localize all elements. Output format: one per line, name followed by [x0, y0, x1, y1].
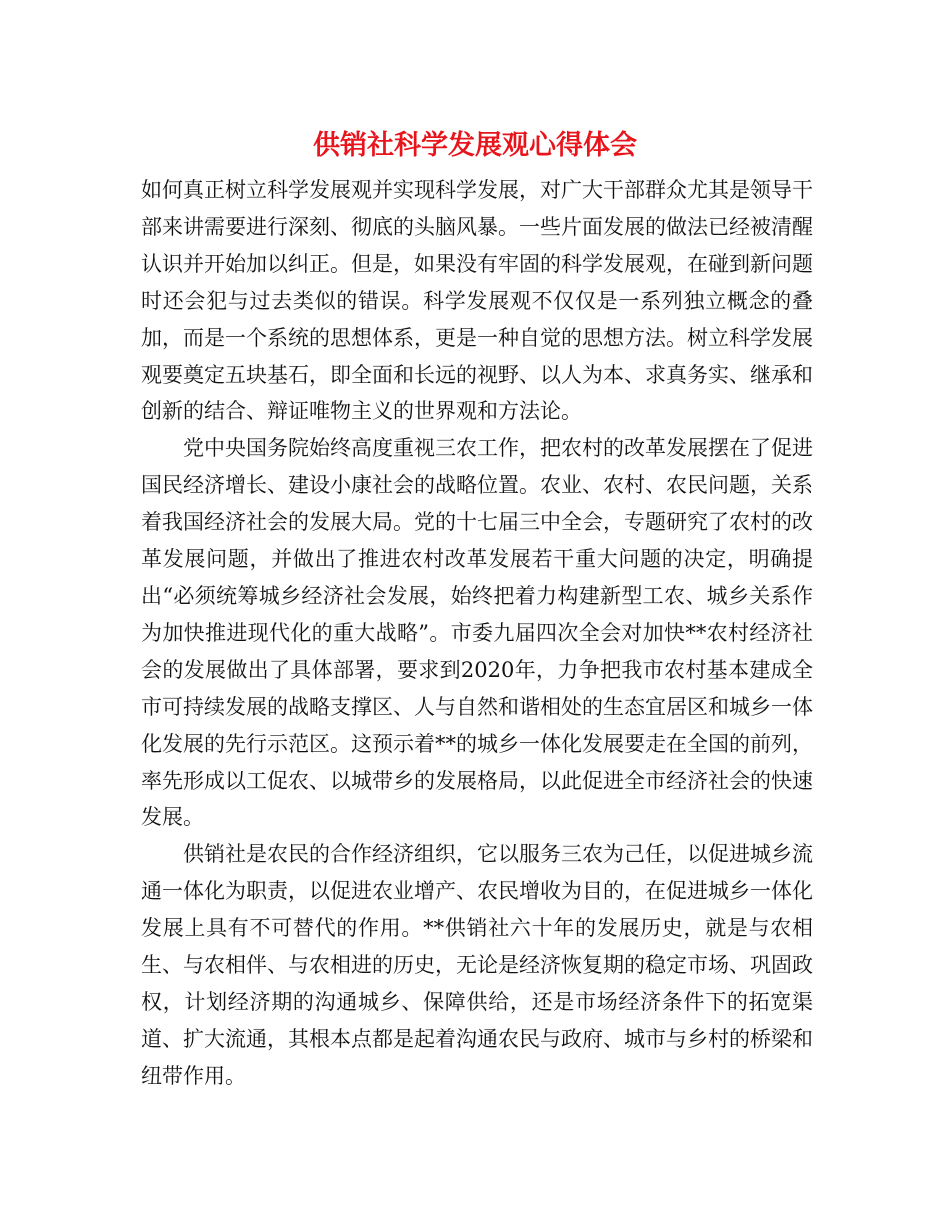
- paragraph-3: 供销社是农民的合作经济组织，它以服务三农为己任，以促进城乡流通一体化为职责，以促进农业增产、农民增收为目的，在促进城乡一体化发展上具有不可替代的作用。**供销社六十年的发展历史，就是与农相生、与农相伴、与农相进的历史，无论是经济恢复期的稳定市场、巩固政权，计划经济期的沟通城乡、保障供给，还是市场经济条件下的拓宽渠道、扩大流通，其根本点都是起着沟通农民与政府、城市与乡村的桥梁和纽带作用。: [141, 842, 813, 1088]
- document-title: 供销社科学发展观心得体会: [313, 130, 637, 161]
- paragraph-1: 如何真正树立科学发展观并实现科学发展，对广大干部群众尤其是领导干部来讲需要进行深刻、彻底的头脑风暴。一些片面发展的做法已经被清醒认识并开始加以纠正。但是，如果没有牢固的科学发展观，在碰到新问题时还会犯与过去类似的错误。科学发展观不仅仅是一系列独立概念的叠加，而是一个系统的思想体系，更是一种自觉的思想方法。树立科学发展观要奠定五块基石，即全面和长远的视野、以人为本、求真务实、继承和创新的结合、辩证唯物主义的世界观和方法论。: [141, 178, 813, 424]
- paragraph-2: 党中央国务院始终高度重视三农工作，把农村的改革发展摆在了促进国民经济增长、建设小康社会的战略位置。农业、农村、农民问题，关系着我国经济社会的发展大局。党的十七届三中全会，专题研究了农村的改革发展问题，并做出了推进农村改革发展若干重大问题的决定，明确提出“必须统筹城乡经济社会发展，始终把着力构建新型工农、城乡关系作为加快推进现代化的重大战略”。市委九届四次全会对加快**农村经济社会的发展做出了具体部署，要求到2020年，力争把我市农村基本建成全市可持续发展的战略支撑区、人与自然和谐相处的生态宜居区和城乡一体化发展的先行示范区。这预示着**的城乡一体化发展要走在全国的前列，率先形成以工促农、以城带乡的发展格局，以此促进全市经济社会的快速发展。: [141, 436, 813, 830]
- document-body: [141, 172, 813, 1095]
